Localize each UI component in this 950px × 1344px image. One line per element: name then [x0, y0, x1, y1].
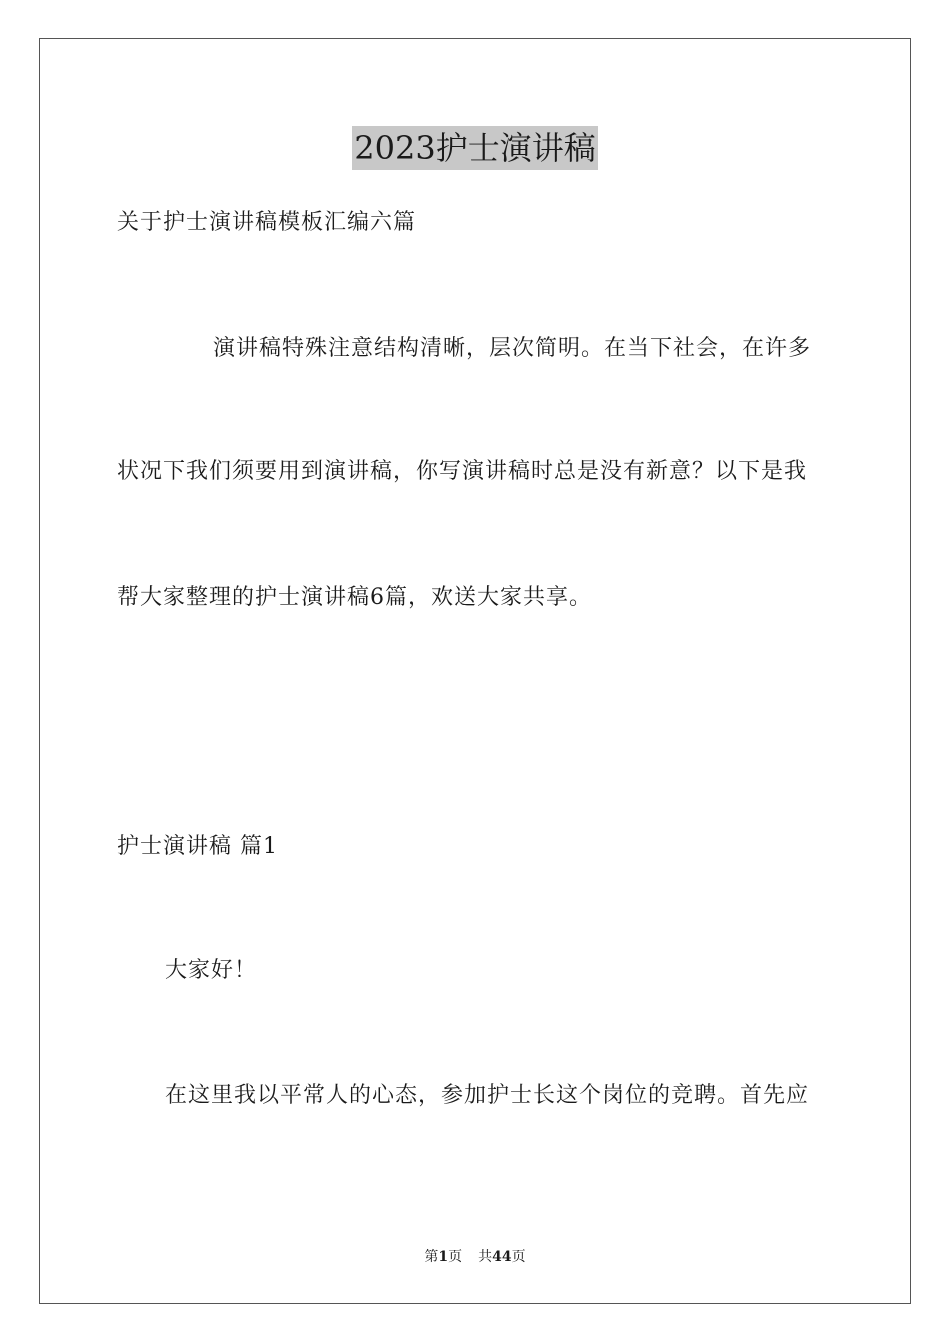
document-title: 2023护士演讲稿 — [352, 126, 597, 170]
page-prefix: 第 — [424, 1249, 439, 1265]
total-prefix: 共 — [478, 1249, 493, 1265]
title-container — [0, 126, 950, 170]
body-paragraph-line: 在这里我以平常人的心态，参加护士长这个岗位的竞聘。首先应 — [165, 1083, 810, 1108]
page-footer — [0, 1247, 950, 1267]
intro-line-3: 帮大家整理的护士演讲稿6篇，欢送大家共享。 — [117, 585, 592, 610]
total-suffix: 页 — [511, 1249, 526, 1265]
section-heading: 护士演讲稿 篇1 — [117, 834, 278, 859]
document-subtitle: 关于护士演讲稿模板汇编六篇 — [117, 210, 417, 235]
intro-line-1: 演讲稿特殊注意结构清晰，层次简明。在当下社会，在许多 — [213, 336, 812, 361]
page-number: 1 — [438, 1249, 449, 1265]
page-suffix: 页 — [448, 1249, 463, 1265]
intro-line-2: 状况下我们须要用到演讲稿，你写演讲稿时总是没有新意？以下是我 — [117, 459, 808, 484]
greeting-text: 大家好！ — [165, 958, 258, 983]
total-pages: 44 — [492, 1249, 512, 1265]
